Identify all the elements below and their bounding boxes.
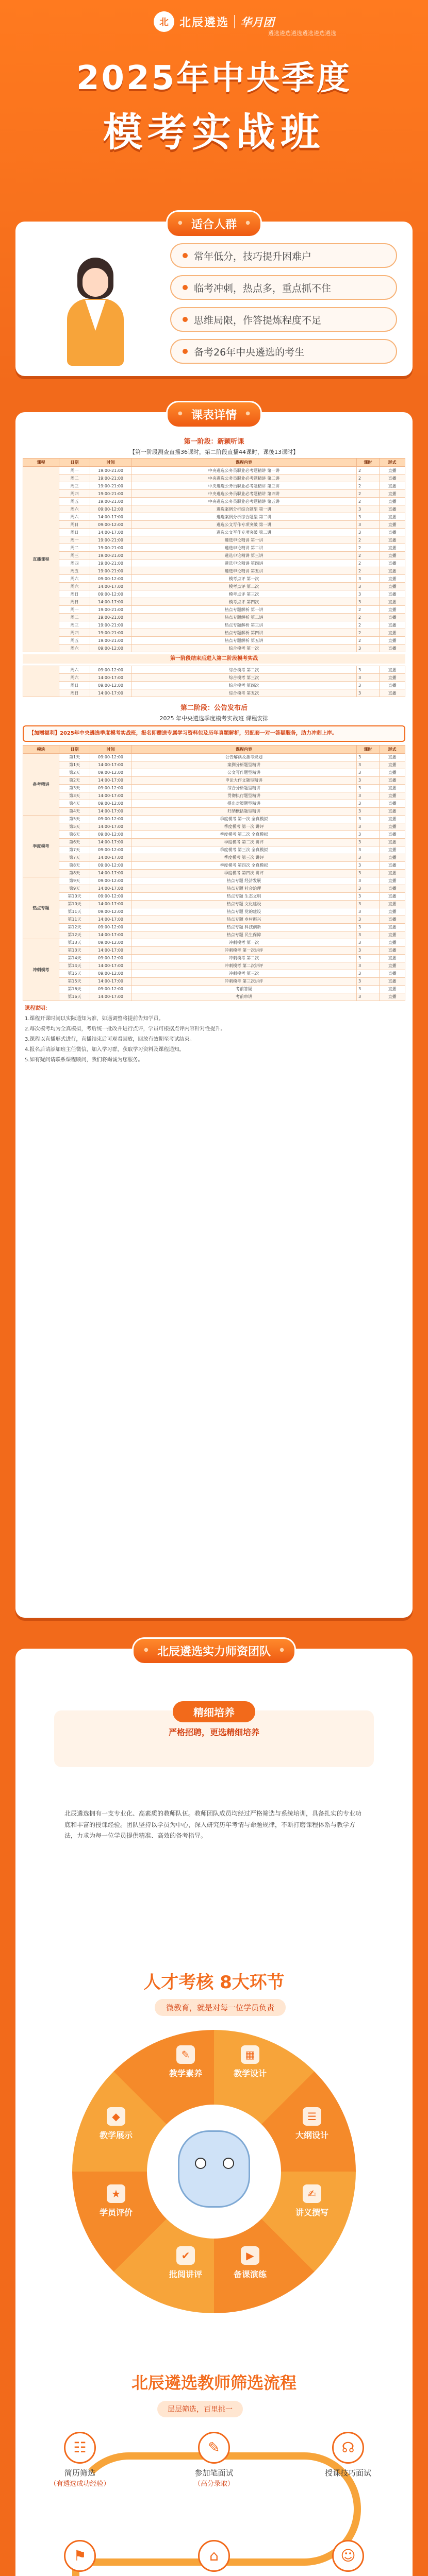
table-row: 周三 19:00-21:00 热点专题解析 第三讲 2 直播 (23, 621, 405, 629)
review-icon: ✔ (176, 2246, 195, 2265)
stage-ribbon: 第一阶段结束后进入第二阶段模考实战 (23, 654, 405, 664)
table-header: 形式 (380, 745, 405, 753)
table-header: 时间 (90, 459, 131, 467)
table-row: 周日 14:00-17:00 模考点评 第四次 3 直播 (23, 598, 405, 606)
process-step: ☊ 授课技巧面试 (304, 2432, 392, 2478)
crowd-item: 临考冲刺，热点多，重点抓不住 (170, 275, 397, 300)
bullet-icon (183, 317, 188, 322)
table-row: 第11天 09:00-12:00 热点专题 党的建设 3 直播 (23, 908, 405, 916)
table-row: 周六 09:00-12:00 综合模考 第二次 3 直播 (23, 666, 405, 674)
teachers-tag: ● 北辰遴选实力师资团队 ● (132, 1637, 296, 1665)
bullet-icon (183, 253, 188, 258)
training-banner-sub: 严格招聘，更选精细培养 (168, 1727, 260, 1737)
wheel-segment: ▦ 教学设计 (222, 2045, 278, 2079)
process-step (36, 2540, 124, 2576)
process-title: 北辰遴选教师筛选流程 (131, 2373, 297, 2393)
table-row: 周六 14:00-17:00 遴选案例分析综合题型 第二讲 3 直播 (23, 513, 405, 521)
process-step (304, 2540, 392, 2576)
table-row: 第2天 14:00-17:00 申论大作文题型精讲 3 直播 (23, 776, 405, 784)
table-header: 形式 (380, 459, 405, 467)
table-row: 周日 09:00-12:00 模考点评 第三次 3 直播 (23, 590, 405, 598)
wheel-segment: ✍ 讲义撰写 (284, 2184, 340, 2218)
table-row: 第15天 14:00-17:00 冲刺模考 第三次讲评 3 直播 (23, 977, 405, 985)
bullet-icon (183, 285, 188, 290)
table-row: 第8天 09:00-12:00 季度模考 第四次 全真模拟 3 直播 (23, 861, 405, 869)
training-banner-title: 精细培养 (173, 1701, 255, 1722)
table-header: 模块 (23, 745, 59, 753)
table-header: 课程内容 (131, 459, 357, 467)
note-item: 5.如有疑问请联系课程顾问，我们将竭诚为您服务。 (25, 1057, 143, 1063)
exam-icon: ✎ (198, 2432, 230, 2464)
table-row: 热点专题 第9天 09:00-12:00 热点专题 经济发展 3 直播 (23, 877, 405, 885)
table-row: 第7天 14:00-17:00 季度模考 第三次 讲评 3 直播 (23, 854, 405, 861)
table-header: 课时 (357, 745, 380, 753)
schedule-table-1 (23, 458, 405, 652)
note-item: 4.报名后请添加班主任微信，加入学习群，获取学习资料及课程通知。 (25, 1046, 185, 1053)
wheel-segment: ✔ 批阅讲评 (157, 2246, 214, 2280)
table-row: 周四 19:00-21:00 中央遴选公务员职业必考题精讲 第四讲 2 直播 (23, 490, 405, 498)
academy-icon: ⌂ (198, 2540, 230, 2572)
table-row: 第6天 09:00-12:00 季度模考 第二次 全真模拟 3 直播 (23, 831, 405, 838)
table-row: 周日 09:00-12:00 综合模考 第四次 3 直播 (23, 682, 405, 689)
resume-icon: ☷ (64, 2432, 96, 2464)
table-header: 日期 (59, 745, 90, 753)
table-row: 第8天 14:00-17:00 季度模考 第四次 讲评 3 直播 (23, 869, 405, 877)
table-header: 课程 (23, 459, 59, 467)
table-row: 周二 19:00-21:00 遴选申论精讲 第二讲 2 直播 (23, 544, 405, 552)
outline-icon: ☰ (303, 2107, 321, 2126)
brand-sub: 华月团 (240, 16, 275, 29)
gift-box: 【加赠福利】2025年中央遴选季度模考实战班，报名即赠送专属学习资料包及历年真题解析，另配套一对一答疑服务，助力冲刺上岸。 (23, 725, 405, 742)
table-row: 周六 14:00-17:00 综合模考 第三次 3 直播 (23, 674, 405, 682)
table-row: 周六 09:00-12:00 模考点评 第一次 3 直播 (23, 575, 405, 583)
table-row: 周六 09:00-12:00 综合模考 第一次 3 直播 (23, 645, 405, 652)
table-row: 季度模考 第5天 09:00-12:00 季度模考 第一次 全真模拟 3 直播 (23, 815, 405, 823)
table-row: 冲刺模考 第13天 09:00-12:00 冲刺模考 第一次 3 直播 (23, 939, 405, 946)
stage1-note: 【第一阶段测查直播36课时，第二阶段直播44课时，课後13课时】 (129, 449, 299, 455)
stage2-note: 2025 年中央遴选季度模考实战班 课程安排 (159, 715, 269, 722)
table-header: 日期 (59, 459, 90, 467)
brand-logo-icon: 北 (154, 11, 174, 32)
wheel-segment: ☰ 大纲设计 (284, 2107, 340, 2141)
table-row: 第1天 14:00-17:00 案例分析题型精讲 3 直播 (23, 761, 405, 769)
table-row: 周六 09:00-12:00 遴选案例分析综合题型 第一讲 3 直播 (23, 505, 405, 513)
detail-tag: ● 课表详情 ● (166, 401, 262, 428)
student-rating-icon: ★ (107, 2184, 125, 2203)
assess-title: 人才考核 8大环节 (143, 1972, 285, 1993)
table-header: 课程内容 (131, 745, 357, 753)
table-row: 备考精讲 第1天 09:00-12:00 公告解读及备考规划 3 直播 (23, 753, 405, 761)
table-row: 第10天 09:00-12:00 热点专题 生态文明 3 直播 (23, 892, 405, 900)
table-row: 周日 09:00-12:00 遴选公文写作专项突破 第一讲 3 直播 (23, 521, 405, 529)
showcase-icon: ◆ (107, 2107, 125, 2126)
assess-subtitle: 微教育，就是对每一位学员负责 (155, 1999, 286, 2016)
mascot-icon (178, 2130, 250, 2208)
table-row: 直播课程 周一 19:00-21:00 中央遴选公务员职业必考题精讲 第一讲 2 直播 (23, 467, 405, 474)
brand-divider (234, 15, 235, 28)
assessment-wheel (72, 2030, 356, 2313)
teaching-icon: ✎ (176, 2045, 195, 2064)
table-row: 周二 19:00-21:00 热点专题解析 第二讲 2 直播 (23, 614, 405, 621)
schedule-table-1b (23, 666, 405, 697)
brand-slogan: 遴选遴选遴选遴选遴选遴选 (268, 30, 336, 37)
note-item: 3.课程以直播形式进行，直播结束后可观看回放，回放有效期至考试结束。 (25, 1036, 195, 1042)
table-row: 第3天 14:00-17:00 贯彻执行题型精讲 3 直播 (23, 792, 405, 800)
wheel-segment: ◆ 教学展示 (88, 2107, 144, 2141)
table-row: 第16天 09:00-12:00 考前答疑 3 直播 (23, 985, 405, 993)
table-row: 第4天 09:00-12:00 提出对策题型精讲 3 直播 (23, 800, 405, 807)
brand-bar (0, 11, 428, 32)
lecture-icon: ☊ (332, 2432, 364, 2464)
table-row: 第3天 09:00-12:00 综合分析题型精讲 3 直播 (23, 784, 405, 792)
table-row: 第14天 09:00-12:00 冲刺模考 第二次 3 直播 (23, 954, 405, 962)
table-row: 周六 14:00-17:00 模考点评 第二次 3 直播 (23, 583, 405, 590)
table-row: 第14天 14:00-17:00 冲刺模考 第二次讲评 3 直播 (23, 962, 405, 970)
table-row: 周日 14:00-17:00 综合模考 第五次 3 直播 (23, 689, 405, 697)
schedule-table-2 (23, 745, 405, 1001)
training-banner (54, 1706, 374, 1767)
table-row: 第7天 09:00-12:00 季度模考 第三次 全真模拟 3 直播 (23, 846, 405, 854)
crowd-item: 常年低分，技巧提升困难户 (170, 243, 397, 268)
teachers-intro: 北辰遴选拥有一支专业化、高素质的教师队伍。教师团队成员均经过严格筛选与系统培训，具备扎实的专业功底和丰富的授课经验。团队坚持以学员为中心，深入研究历年考情与命题规律，不断打磨课程体系与教学方法，力求为每一位学员提供精准、高效的备考指导。 (64, 1810, 362, 1840)
hero-subtitle: 模考实战班 (103, 109, 325, 155)
brand-name: 北辰遴选 (179, 16, 229, 29)
table-row: 第11天 14:00-17:00 热点专题 乡村振兴 3 直播 (23, 916, 405, 923)
table-row: 第6天 14:00-17:00 季度模考 第二次 讲评 3 直播 (23, 838, 405, 846)
crowd-section (15, 218, 413, 376)
course-notes (23, 1001, 405, 1069)
table-row: 第10天 14:00-17:00 热点专题 文化建设 3 直播 (23, 900, 405, 908)
wheel-segment: ▶ 备课演练 (222, 2246, 278, 2280)
table-row: 周一 19:00-21:00 遴选申论精讲 第一讲 2 直播 (23, 536, 405, 544)
table-row: 周三 19:00-21:00 遴选申论精讲 第三讲 2 直播 (23, 552, 405, 560)
table-row: 周五 19:00-21:00 中央遴选公务员职业必考题精讲 第五讲 2 直播 (23, 498, 405, 505)
crowd-item: 思维局限，作答提炼程度不足 (170, 307, 397, 332)
table-row: 周日 14:00-17:00 遴选公文写作专项突破 第二讲 3 直播 (23, 529, 405, 536)
table-row: 第13天 14:00-17:00 冲刺模考 第一次讲评 3 直播 (23, 946, 405, 954)
training-icon: ⚑ (64, 2540, 96, 2572)
table-row: 第16天 14:00-17:00 考前串讲 3 直播 (23, 993, 405, 1001)
table-row: 周四 19:00-21:00 遴选申论精讲 第四讲 2 直播 (23, 560, 405, 567)
table-row: 第12天 09:00-12:00 热点专题 科技创新 3 直播 (23, 923, 405, 931)
stage1-heading: 第一阶段：新颖听课 (184, 438, 244, 446)
process-subtitle: 层层筛选，百里挑一 (157, 2401, 243, 2417)
rehearsal-icon: ▶ (241, 2246, 259, 2265)
table-header: 时间 (90, 745, 131, 753)
table-row: 第5天 14:00-17:00 季度模考 第一次 讲评 3 直播 (23, 823, 405, 831)
table-row: 第15天 09:00-12:00 冲刺模考 第三次 3 直播 (23, 970, 405, 977)
crowd-item: 备考26年中央遴选的考生 (170, 339, 397, 364)
table-header: 课时 (357, 459, 380, 467)
table-row: 第2天 09:00-12:00 公文写作题型精讲 3 直播 (23, 769, 405, 776)
stage2-heading: 第二阶段：公告发布后 (180, 704, 248, 712)
teachers-section (15, 1646, 413, 2576)
notes-title: 课程说明： (25, 1005, 51, 1011)
wheel-segment: ✎ 教学素养 (157, 2045, 214, 2079)
note-item: 1.课程开课时间以实际通知为准，如遇调整将提前告知学员。 (25, 1015, 164, 1022)
bullet-icon (183, 349, 188, 354)
crowd-list (170, 243, 397, 371)
wheel-segment: ★ 学员评价 (88, 2184, 144, 2218)
design-icon: ▦ (241, 2045, 259, 2064)
process-step: ☷ 简历筛选 （有遴选成功经验） (36, 2432, 124, 2488)
table-row: 周一 19:00-21:00 热点专题解析 第一讲 2 直播 (23, 606, 405, 614)
trial-icon: ☺ (332, 2540, 364, 2572)
table-row: 周二 19:00-21:00 中央遴选公务员职业必考题精讲 第二讲 2 直播 (23, 474, 405, 482)
course-detail-section (15, 409, 413, 1618)
crowd-tag: ● 适合人群 ● (166, 210, 262, 238)
note-item: 2.每次模考均为全真模拟，考后统一批改并进行点评，学员可根据点评内容针对性提升。 (25, 1026, 226, 1032)
notes-icon: ✍ (303, 2184, 321, 2203)
table-row: 周三 19:00-21:00 中央遴选公务员职业必考题精讲 第三讲 2 直播 (23, 482, 405, 490)
teacher-illustration (46, 252, 144, 366)
table-row: 第12天 14:00-17:00 热点专题 民生保障 3 直播 (23, 931, 405, 939)
table-row: 第9天 14:00-17:00 热点专题 社会治理 3 直播 (23, 885, 405, 892)
process-step (170, 2540, 258, 2576)
table-row: 周四 19:00-21:00 热点专题解析 第四讲 2 直播 (23, 629, 405, 637)
process-step: ✎ 参加笔面试 （高分录取） (170, 2432, 258, 2488)
hero-title: 2025年中央季度 (76, 59, 352, 97)
table-row: 第4天 14:00-17:00 归纳概括题型精讲 3 直播 (23, 807, 405, 815)
table-row: 周五 19:00-21:00 热点专题解析 第五讲 2 直播 (23, 637, 405, 645)
table-row: 周五 19:00-21:00 遴选申论精讲 第五讲 2 直播 (23, 567, 405, 575)
